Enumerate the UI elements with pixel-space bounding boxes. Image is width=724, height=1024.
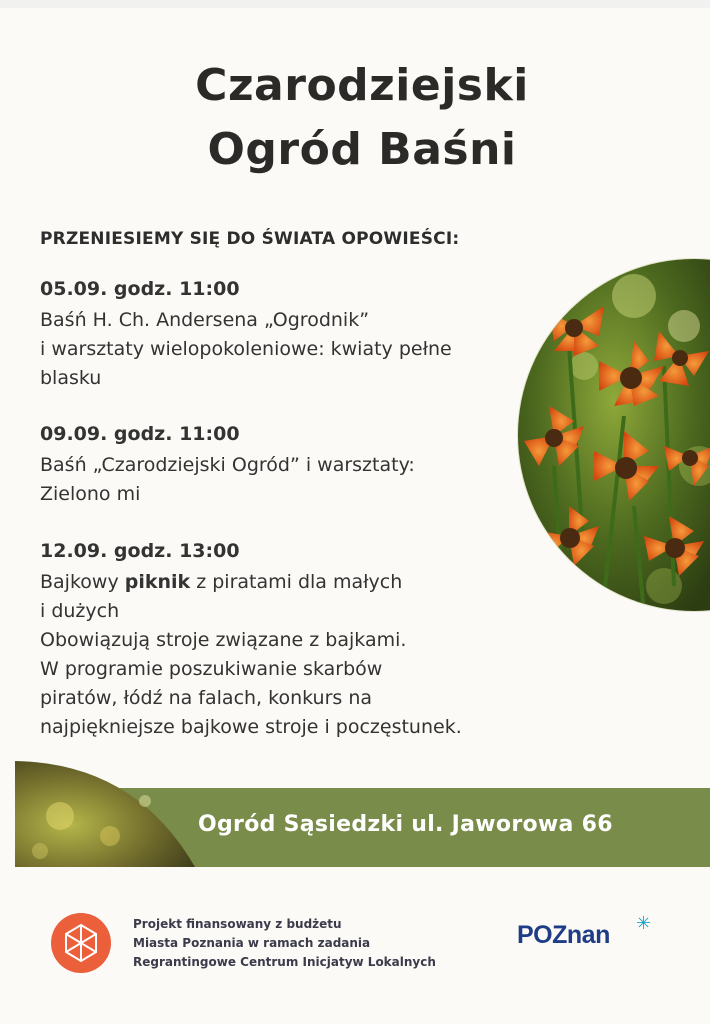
event-date: 05.09. godz. 11:00 xyxy=(40,278,240,300)
funding-line: Projekt finansowany z budżetu xyxy=(133,917,342,931)
funding-note xyxy=(133,915,436,972)
event-line: blasku xyxy=(40,367,102,389)
event-line: W programie poszukiwanie skarbów xyxy=(40,658,383,680)
event-line: Baśń „Czarodziejski Ogród” i warsztaty: xyxy=(40,454,415,476)
funding-line: Miasta Poznania w ramach zadania xyxy=(133,936,371,950)
venue-address: Ogród Sąsiedzki ul. Jaworowa 66 xyxy=(198,812,613,837)
event-line: Obowiązują stroje związane z bajkami. xyxy=(40,629,407,651)
poster-title xyxy=(0,54,724,182)
event-line: i dużych xyxy=(40,600,120,622)
intro-heading: PRZENIESIEMY SIĘ DO ŚWIATA OPOWIEŚCI: xyxy=(40,229,460,249)
event-text: Bajkowy xyxy=(40,571,125,593)
poznan-logo: POZnan xyxy=(517,921,610,949)
scan-edge xyxy=(0,0,724,8)
regranting-logo xyxy=(50,912,112,974)
event-text: z piratami dla małych xyxy=(190,571,403,593)
title-line-2: Ogród Baśni xyxy=(207,124,517,175)
event-line: i warsztaty wielopokoleniowe: kwiaty pełne xyxy=(40,338,452,360)
event-line: Zielono mi xyxy=(40,483,141,505)
event-3 xyxy=(40,537,510,742)
event-2 xyxy=(40,420,510,509)
asterisk-icon: ✳ xyxy=(636,913,652,934)
funding-line: Regrantingowe Centrum Inicjatyw Lokalnych xyxy=(133,955,436,969)
event-line: najpiękniejsze bajkowe stroje i poczęstunek. xyxy=(40,716,462,738)
scan-margin xyxy=(710,0,724,1024)
event-line: piratów, łódź na falach, konkurs na xyxy=(40,687,373,709)
event-line: Baśń H. Ch. Andersena „Ogrodnik” xyxy=(40,309,370,331)
flower-photo xyxy=(514,256,714,614)
event-date: 12.09. godz. 13:00 xyxy=(40,540,240,562)
event-highlight: piknik xyxy=(124,571,191,593)
event-date: 09.09. godz. 11:00 xyxy=(40,423,240,445)
title-line-1: Czarodziejski xyxy=(195,60,529,111)
event-line xyxy=(40,568,510,597)
event-1 xyxy=(40,275,510,393)
